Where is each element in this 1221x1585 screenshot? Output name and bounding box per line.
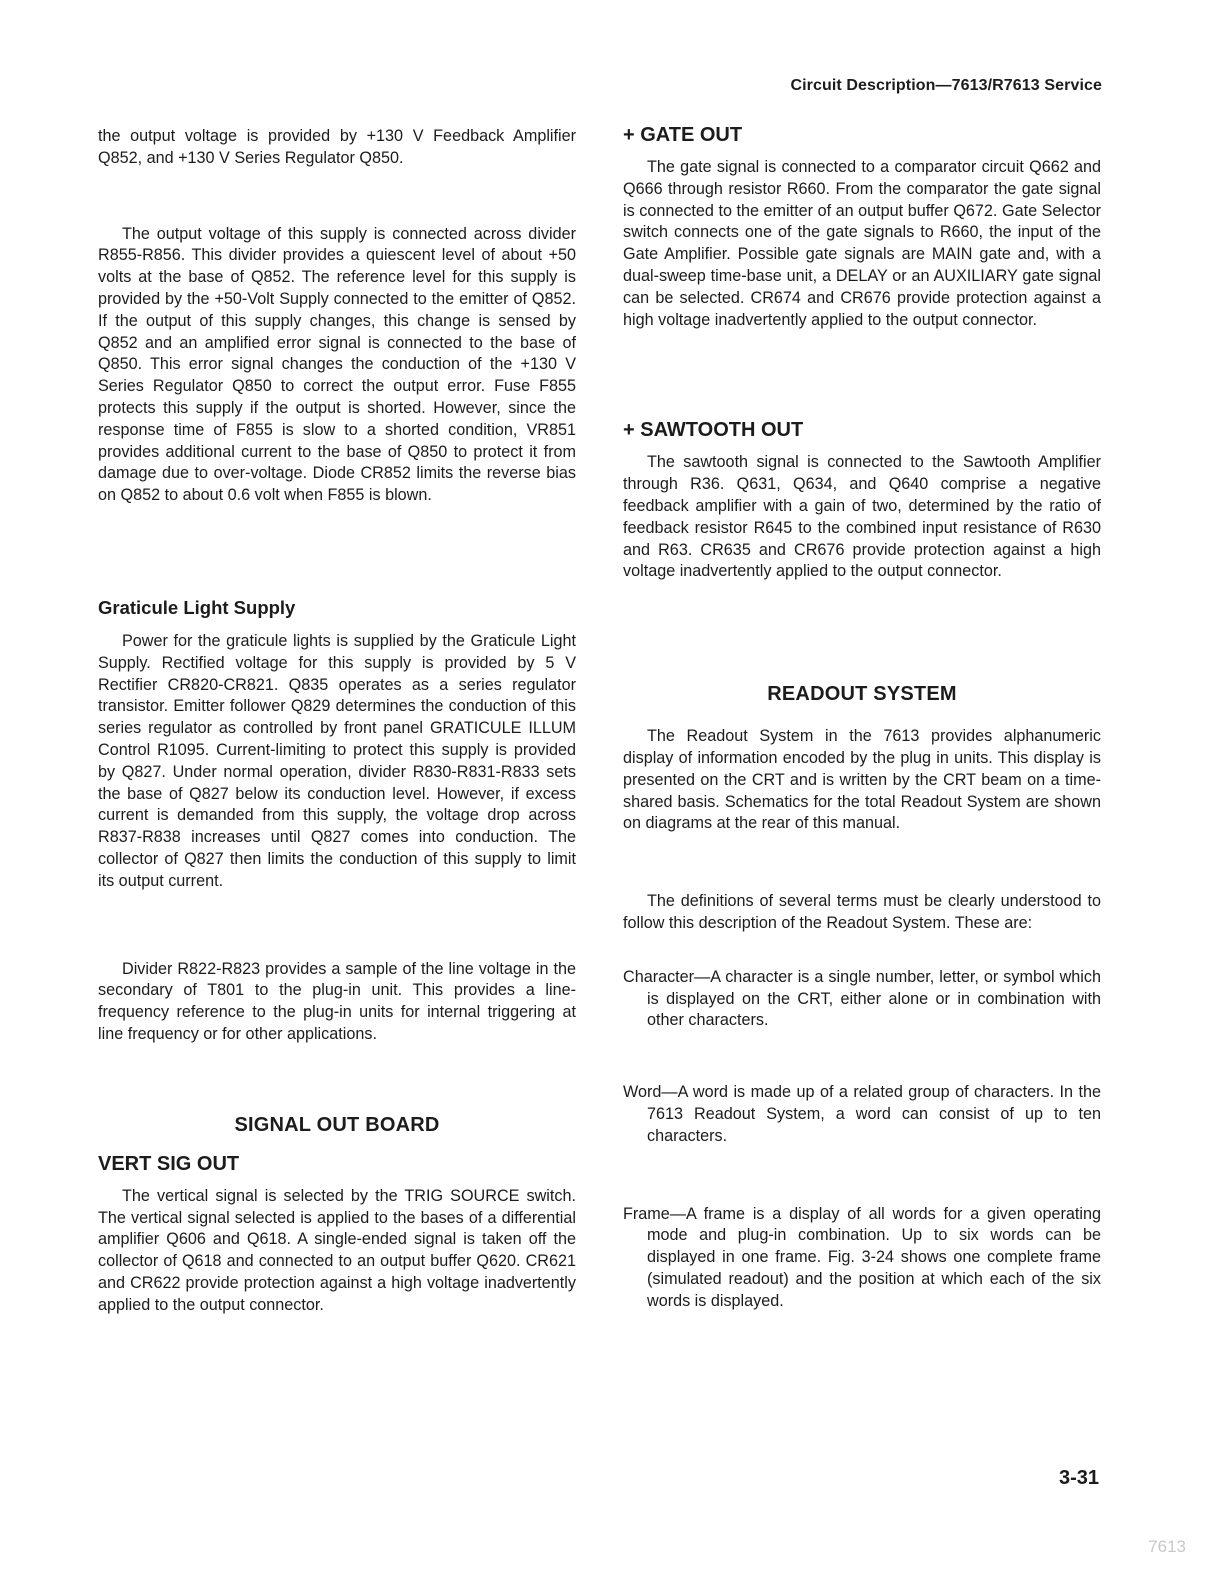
left-column <box>98 124 576 1316</box>
paragraph: the output voltage is provided by +130 V Feedback Amplifier Q852, and +130 V Series Regulator Q850. <box>98 127 576 167</box>
heading-readout-system: READOUT SYSTEM <box>767 683 957 706</box>
paragraph: The gate signal is connected to a comparator circuit Q662 and Q666 through resistor R660. From the comparator the gate signal is connected to the emitter of an output buffer Q672. Gate Selector switch connects one of the gate signals to R660, the input of the Gate Amplifier. Possible gate signals are MAIN gate and, with a dual-sweep time-base unit, a DELAY or an AUXILIARY gate signal can be selected. CR674 and CR676 provide protection against a high voltage inadvertently applied to the output connector. <box>623 158 1101 329</box>
paragraph: Power for the graticule lights is supplied by the Graticule Light Supply. Rectified voltage for this supply is provided by 5 V Rectifier CR820-CR821. Q835 operates as a series regulator transistor. Emitter follower Q829 determines the conduction of this series regulator as controlled by front panel GRATICULE ILLUM Control R1095. Current-limiting to protect this supply is provided by Q827. Under normal operation, divider R830-R831-R833 sets the base of Q827 below its conduction level. However, if excess current is demanded from this supply, the voltage drop across R837-R838 increases until Q827 comes into conduction. The collector of Q827 then limits the conduction of this supply to limit its output current. <box>98 631 576 890</box>
page-number: 3-31 <box>1058 1467 1099 1489</box>
paragraph: The sawtooth signal is connected to the Sawtooth Amplifier through R36. Q631, Q634, and Q640 comprise a negative feedback amplifier with a gain of two, determined by the ratio of feedback resistor R645 to the combined input resistance of R630 and R63. CR635 and CR676 provide protection against a high voltage inadvertently applied to the output connector. <box>623 453 1101 581</box>
running-head: Circuit Description—7613/R7613 Service <box>790 77 1102 94</box>
watermark-text: 7613 <box>1148 1537 1186 1556</box>
right-column <box>623 124 1101 1313</box>
heading-graticule-light-supply: Graticule Light Supply <box>98 596 296 618</box>
paragraph: The vertical signal is selected by the TRIG SOURCE switch. The vertical signal selected is applied to the bases of a differential amplifier Q606 and Q618. A single-ended signal is taken off the collector of Q618 and connected to an output buffer Q620. CR621 and CR622 provide protection against a high voltage inadvertently applied to the output connector. <box>98 1186 576 1314</box>
paragraph: Divider R822-R823 provides a sample of the line voltage in the secondary of T801 to the plug-in unit. This provides a line-frequency reference to the plug-in units for internal triggering at line frequency or for other applications. <box>98 959 576 1043</box>
heading-gate-out: + GATE OUT <box>623 124 743 146</box>
heading-vert-sig-out: VERT SIG OUT <box>98 1152 240 1175</box>
heading-sawtooth-out: + SAWTOOTH OUT <box>623 419 804 442</box>
definition-character: Character—A character is a single number, letter, or symbol which is displayed on the CRT, either alone or in combination with other characters. <box>623 967 1101 1030</box>
definition-word: Word—A word is made up of a related group of characters. In the 7613 Readout System, a word can consist of up to ten characters. <box>623 1083 1101 1145</box>
definition-frame: Frame—A frame is a display of all words for a given operating mode and plug-in combination. Up to six words can be displayed in one frame. Fig. 3-24 shows one complete frame (simulated readout) and the position at which each of the six words is displayed. <box>623 1204 1101 1310</box>
paragraph: The output voltage of this supply is connected across divider R855-R856. This divider provides a quiescent level of about +50 volts at the base of Q852. The reference level for this supply is provided by the +50-Volt Supply connected to the emitter of Q852. If the output of this supply changes, this change is sensed by Q852 and an amplified error signal is connected to the base of Q850. This error signal changes the conduction of the +130 V Series Regulator Q850 to correct the output error. Fuse F855 protects this supply if the output is shorted. However, since the response time of F855 is slow to a shorted condition, VR851 provides additional current to the base of Q850 to protect it from damage due to over-voltage. Diode CR852 limits the reverse bias on Q852 to about 0.6 volt when F855 is blown. <box>98 224 576 505</box>
heading-signal-out-board: SIGNAL OUT BOARD <box>234 1113 440 1136</box>
paragraph: The definitions of several terms must be clearly understood to follow this description of the Readout System. These are: <box>623 892 1101 932</box>
paragraph: The Readout System in the 7613 provides alphanumeric display of information encoded by the plug in units. This display is presented on the CRT and is written by the CRT beam on a time-shared basis. Schematics for the total Readout System are shown on diagrams at the rear of this manual. <box>623 727 1101 833</box>
